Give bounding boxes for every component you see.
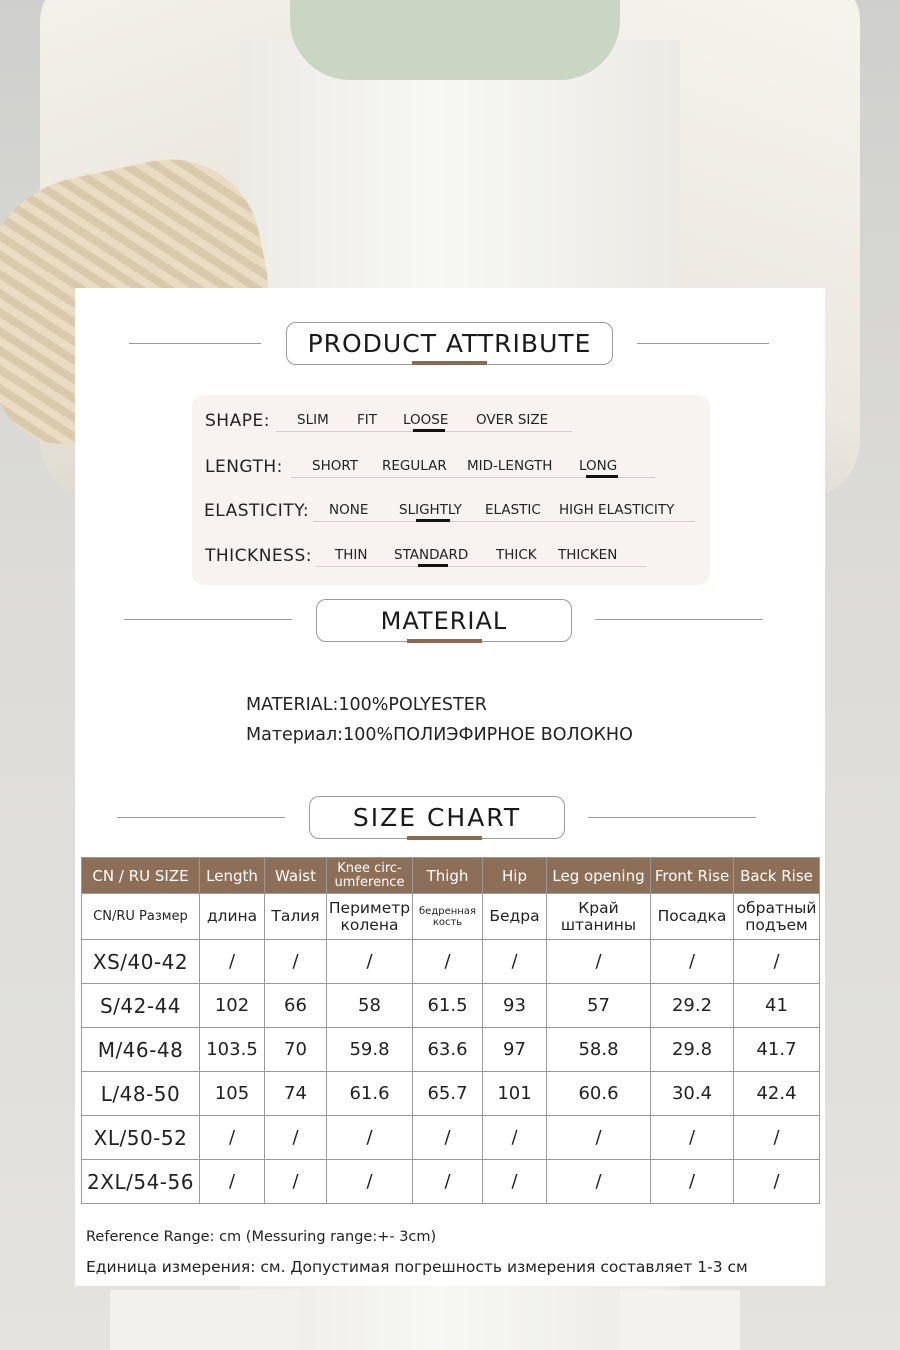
size-cell: L/48-50 (82, 1072, 200, 1116)
value-cell: 93 (483, 984, 547, 1028)
size-cell: XL/50-52 (82, 1116, 200, 1160)
value-cell: 30.4 (651, 1072, 734, 1116)
value-cell: 59.8 (327, 1028, 413, 1072)
size-cell: XS/40-42 (82, 940, 200, 984)
value-cell: / (200, 1160, 265, 1204)
attr-option: HIGH ELASTICITY (559, 502, 675, 518)
value-cell: 74 (265, 1072, 327, 1116)
value-cell: / (265, 1116, 327, 1160)
heading-accent (407, 639, 482, 643)
value-cell: 70 (265, 1028, 327, 1072)
pant-leg-left (110, 1290, 300, 1350)
value-cell: 42.4 (734, 1072, 820, 1116)
value-cell: / (413, 1160, 483, 1204)
reference-note-en: Reference Range: cm (Messuring range:+- 3cm) (86, 1229, 437, 1245)
value-cell: 63.6 (413, 1028, 483, 1072)
value-cell: 58 (327, 984, 413, 1028)
value-cell: 66 (265, 984, 327, 1028)
value-cell: / (483, 1116, 547, 1160)
value-cell: / (413, 940, 483, 984)
divider-left (129, 343, 261, 344)
heading-accent (412, 361, 487, 365)
attr-label: LENGTH: (205, 457, 283, 477)
size-chart-heading: SIZE CHART (309, 796, 565, 839)
value-cell: 61.5 (413, 984, 483, 1028)
value-cell: / (547, 1116, 651, 1160)
header-row-ru (82, 894, 820, 940)
header-cell-ru: длина (200, 894, 265, 940)
value-cell: / (327, 940, 413, 984)
header-cell-ru: CN/RU Размер (82, 894, 200, 940)
divider-left (117, 817, 285, 818)
value-cell: 57 (547, 984, 651, 1028)
value-cell: / (483, 1160, 547, 1204)
heading-accent (407, 836, 482, 840)
header-cell: Hip (483, 858, 547, 894)
header-cell-ru: бедренная кость (413, 894, 483, 940)
header-cell: Front Rise (651, 858, 734, 894)
attr-label: SHAPE: (205, 411, 270, 431)
selected-marker (586, 475, 618, 478)
value-cell: / (265, 940, 327, 984)
value-cell: / (734, 1116, 820, 1160)
table-row (82, 1116, 820, 1160)
header-cell: Waist (265, 858, 327, 894)
attr-rule (316, 566, 646, 567)
header-cell: Length (200, 858, 265, 894)
header-cell-ru: Периметр колена (327, 894, 413, 940)
value-cell: / (413, 1116, 483, 1160)
attribute-panel (192, 395, 710, 585)
size-chart-table (81, 857, 820, 1204)
size-cell: S/42-44 (82, 984, 200, 1028)
attr-option: THICKEN (558, 547, 618, 563)
header-cell: Back Rise (734, 858, 820, 894)
value-cell: / (200, 940, 265, 984)
value-cell: / (483, 940, 547, 984)
attr-option: SLIGHTLY (399, 502, 462, 518)
material-line-en: MATERIAL:100%POLYESTER (246, 695, 487, 715)
value-cell: 61.6 (327, 1072, 413, 1116)
value-cell: / (265, 1160, 327, 1204)
value-cell: 29.8 (651, 1028, 734, 1072)
size-cell: M/46-48 (82, 1028, 200, 1072)
value-cell: 103.5 (200, 1028, 265, 1072)
divider-right (588, 817, 756, 818)
value-cell: 65.7 (413, 1072, 483, 1116)
table-row (82, 1160, 820, 1204)
attr-label: ELASTICITY: (204, 501, 310, 521)
attr-option: STANDARD (394, 547, 469, 563)
table-row (82, 1072, 820, 1116)
value-cell: 41 (734, 984, 820, 1028)
attr-option: OVER SIZE (476, 412, 549, 428)
value-cell: / (651, 1160, 734, 1204)
value-cell: / (200, 1116, 265, 1160)
value-cell: / (327, 1116, 413, 1160)
table-row (82, 984, 820, 1028)
attr-option: THICK (496, 547, 537, 563)
value-cell: 58.8 (547, 1028, 651, 1072)
value-cell: / (547, 1160, 651, 1204)
value-cell: / (547, 940, 651, 984)
value-cell: / (734, 940, 820, 984)
attr-option: MID-LENGTH (467, 458, 553, 474)
attr-option: NONE (329, 502, 369, 518)
header-cell-ru: Край штанины (547, 894, 651, 940)
value-cell: / (651, 940, 734, 984)
product-attribute-heading: PRODUCT ATTRIBUTE (286, 322, 613, 365)
attr-option: FIT (357, 412, 377, 428)
value-cell: 60.6 (547, 1072, 651, 1116)
header-cell: Thigh (413, 858, 483, 894)
attr-option: SHORT (312, 458, 358, 474)
reference-note-ru: Единица измерения: см. Допустимая погрешность измерения составляет 1-3 см (86, 1258, 748, 1276)
pant-leg-right (620, 1290, 740, 1350)
value-cell: 101 (483, 1072, 547, 1116)
header-cell: CN / RU SIZE (82, 858, 200, 894)
divider-right (637, 343, 769, 344)
attr-label: THICKNESS: (205, 546, 312, 566)
green-top (290, 0, 620, 80)
divider-right (595, 619, 763, 620)
attr-option: LOOSE (403, 412, 449, 428)
selected-marker (418, 564, 448, 567)
attr-option: REGULAR (382, 458, 447, 474)
table-row (82, 940, 820, 984)
header-cell: Leg opening (547, 858, 651, 894)
attr-option: ELASTIC (485, 502, 541, 518)
selected-marker (416, 519, 450, 522)
table-row (82, 1028, 820, 1072)
header-cell-ru: Талия (265, 894, 327, 940)
attr-rule (313, 521, 695, 522)
divider-left (124, 619, 292, 620)
value-cell: 41.7 (734, 1028, 820, 1072)
value-cell: 97 (483, 1028, 547, 1072)
value-cell: 29.2 (651, 984, 734, 1028)
value-cell: 105 (200, 1072, 265, 1116)
header-cell: Knee circ-umference (327, 858, 413, 894)
selected-marker (413, 429, 445, 432)
header-cell-ru: обратный подъем (734, 894, 820, 940)
info-card (75, 288, 825, 1286)
attr-option: SLIM (297, 412, 329, 428)
value-cell: / (327, 1160, 413, 1204)
value-cell: / (651, 1116, 734, 1160)
header-cell-ru: Бедра (483, 894, 547, 940)
header-cell-ru: Посадка (651, 894, 734, 940)
material-heading: MATERIAL (316, 599, 572, 642)
value-cell: 102 (200, 984, 265, 1028)
attr-option: LONG (579, 458, 618, 474)
material-line-ru: Материал:100%ПОЛИЭФИРНОЕ ВОЛОКНО (246, 725, 633, 745)
value-cell: / (734, 1160, 820, 1204)
header-row (82, 858, 820, 894)
size-cell: 2XL/54-56 (82, 1160, 200, 1204)
attr-option: THIN (335, 547, 368, 563)
